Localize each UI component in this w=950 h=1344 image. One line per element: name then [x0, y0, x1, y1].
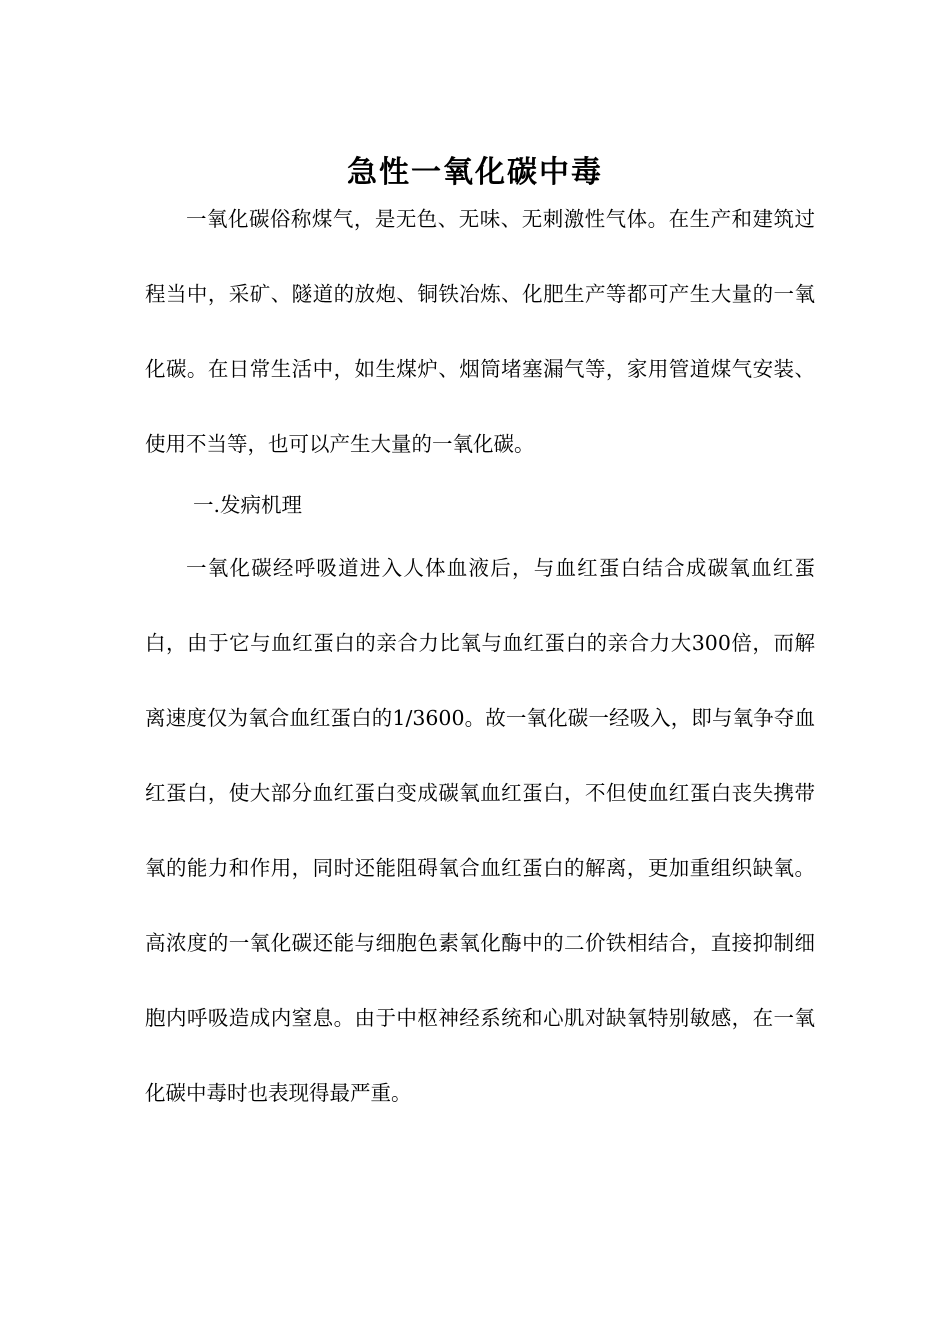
section-heading: 一.发病机理 — [193, 493, 303, 517]
intro-paragraph: 一氧化碳俗称煤气，是无色、无味、无刺激性气体。在生产和建筑过程当中，采矿、隧道的放炮、铜铁冶炼、化肥生产等都可产生大量的一氧化碳。在日常生活中，如生煤炉、烟筒堵塞漏气等，家用管道煤气安装、使用不当等，也可以产生大量的一氧化碳。 — [145, 207, 815, 456]
document-title: 急性一氧化碳中毒 — [347, 155, 603, 191]
mechanism-paragraph: 一氧化碳经呼吸道进入人体血液后，与血红蛋白结合成碳氧血红蛋白，由于它与血红蛋白的亲合力比氧与血红蛋白的亲合力大300倍，而解离速度仅为氧合血红蛋白的1/3600。故一氧化碳一经吸入，即与氧争夺血红蛋白，使大部分血红蛋白变成碳氧血红蛋白，不但使血红蛋白丧失携带氧的能力和作用，同时还能阻碍氧合血红蛋白的解离，更加重组织缺氧。高浓度的一氧化碳还能与细胞色素氧化酶中的二价铁相结合，直接抑制细胞内呼吸造成内窒息。由于中枢神经系统和心肌对缺氧特别敏感，在一氧化碳中毒时也表现得最严重。 — [145, 556, 815, 1105]
